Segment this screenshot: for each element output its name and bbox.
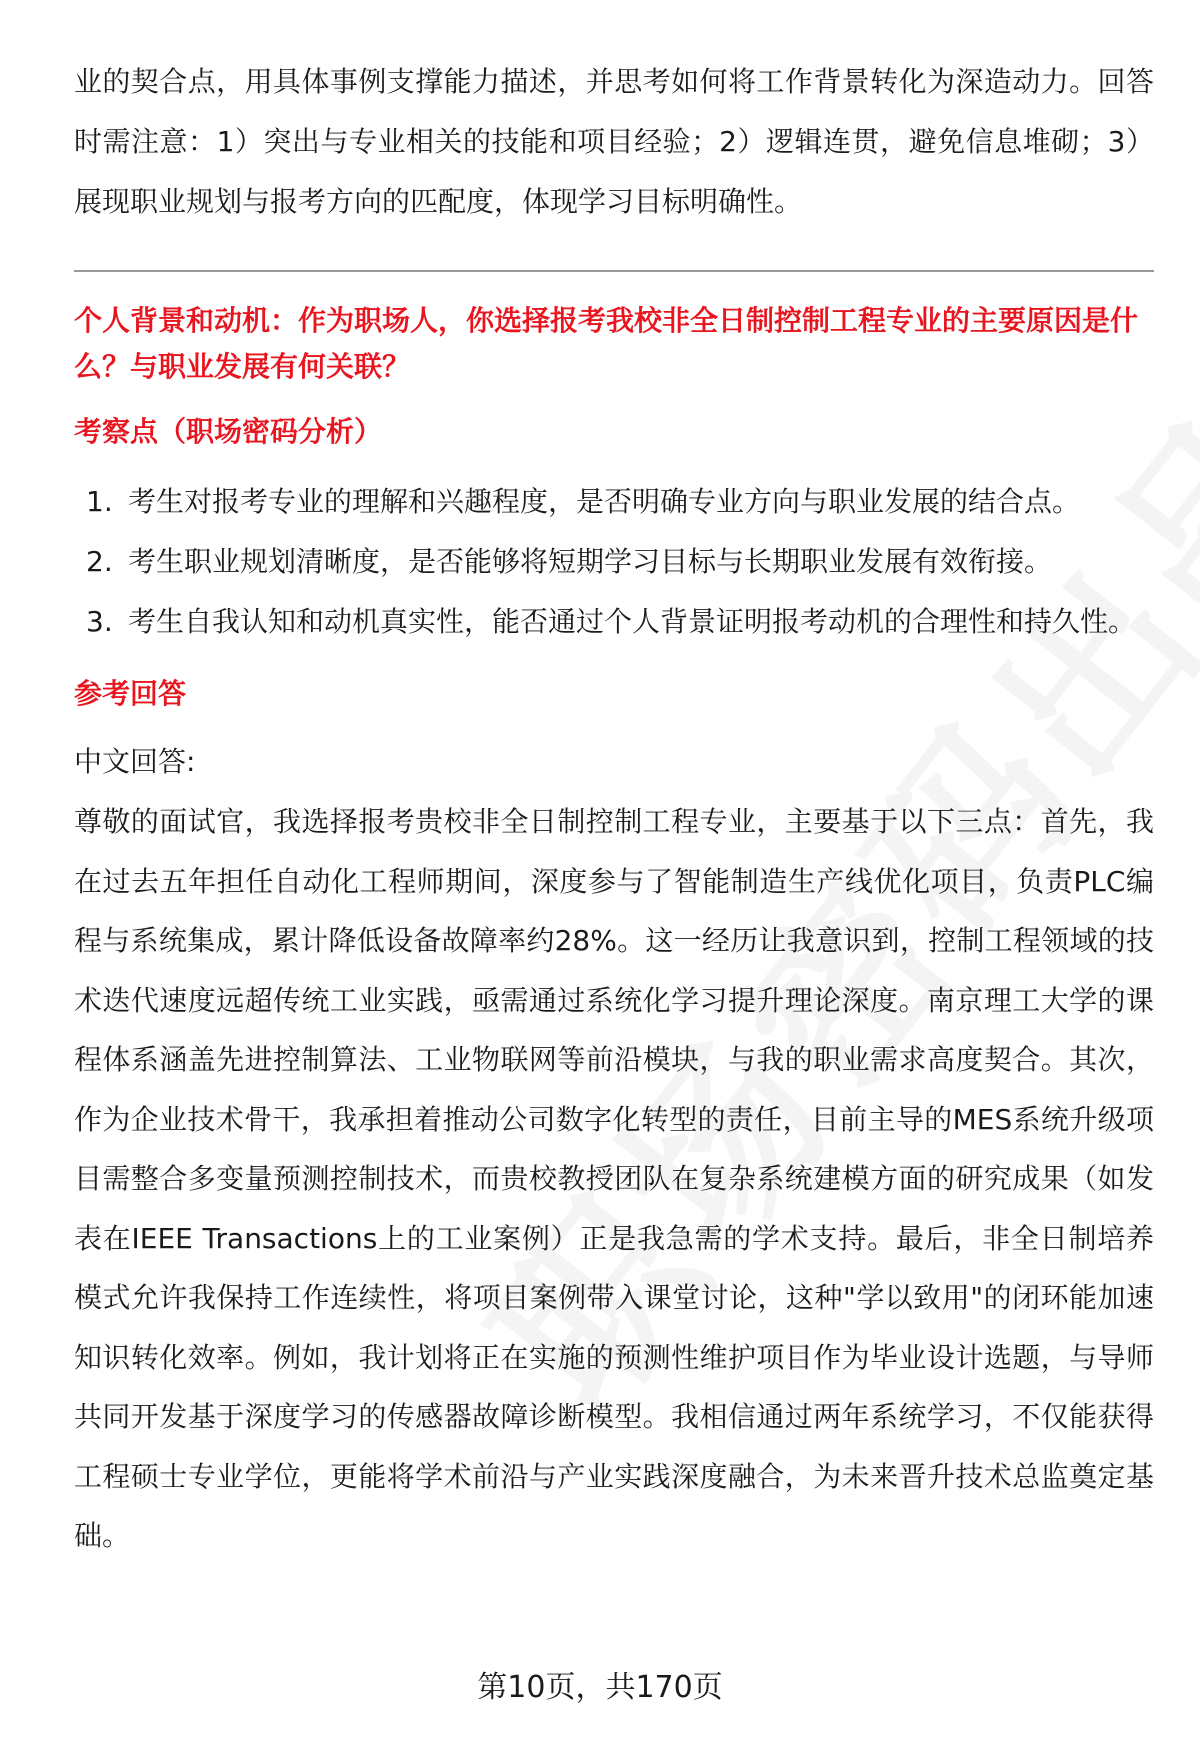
answer-heading: 参考回答 — [74, 677, 187, 710]
list-item-text: 考生自我认知和动机真实性，能否通过个人背景证明报考动机的合理性和持久性。 — [128, 605, 1137, 638]
question-title: 个人背景和动机：作为职场人，你选择报考我校非全日制控制工程专业的主要原因是什么？与职业发展有何关联？ — [74, 304, 1139, 383]
exam-points-list — [74, 472, 1154, 652]
list-item-text: 考生职业规划清晰度，是否能够将短期学习目标与长期职业发展有效衔接。 — [128, 545, 1053, 578]
list-item-number: 2. — [86, 545, 113, 578]
list-item — [74, 472, 1154, 532]
document-page — [74, 52, 1154, 1566]
exam-points-heading: 考察点（职场密码分析） — [74, 415, 383, 448]
list-item-text: 考生对报考专业的理解和兴趣程度，是否明确专业方向与职业发展的结合点。 — [128, 485, 1081, 518]
list-item-number: 1. — [86, 485, 113, 518]
list-item — [74, 532, 1154, 592]
list-item-number: 3. — [86, 605, 113, 638]
intro-paragraph: 业的契合点，用具体事例支撑能力描述，并思考如何将工作背景转化为深造动力。回答时需注意：1）突出与专业相关的技能和项目经验；2）逻辑连贯，避免信息堆砌；3）展现职业规划与报考方向的匹配度，体现学习目标明确性。 — [74, 65, 1154, 218]
answer-body: 尊敬的面试官，我选择报考贵校非全日制控制工程专业，主要基于以下三点：首先，我在过去五年担任自动化工程师期间，深度参与了智能制造生产线优化项目，负责PLC编程与系统集成，累计降低设备故障率约28%。这一经历让我意识到，控制工程领域的技术迭代速度远超传统工业实践，亟需通过系统化学习提升理论深度。南京理工大学的课程体系涵盖先进控制算法、工业物联网等前沿模块，与我的职业需求高度契合。其次，作为企业技术骨干，我承担着推动公司数字化转型的责任，目前主导的MES系统升级项目需整合多变量预测控制技术，而贵校教授团队在复杂系统建模方面的研究成果（如发表在IEEE Transactions上的工业案例）正是我急需的学术支持。最后，非全日制培养模式允许我保持工作连续性，将项目案例带入课堂讨论，这种"学以致用"的闭环能加速知识转化效率。例如，我计划将正在实施的预测性维护项目作为毕业设计选题，与导师共同开发基于深度学习的传感器故障诊断模型。我相信通过两年系统学习，不仅能获得工程硕士专业学位，更能将学术前沿与产业实践深度融合，为未来晋升技术总监奠定基础。 — [74, 805, 1154, 1552]
list-item — [74, 592, 1154, 652]
answer-label: 中文回答: — [74, 745, 196, 778]
section-divider — [74, 270, 1154, 272]
page-number: 第10页，共170页 — [477, 1670, 723, 1705]
